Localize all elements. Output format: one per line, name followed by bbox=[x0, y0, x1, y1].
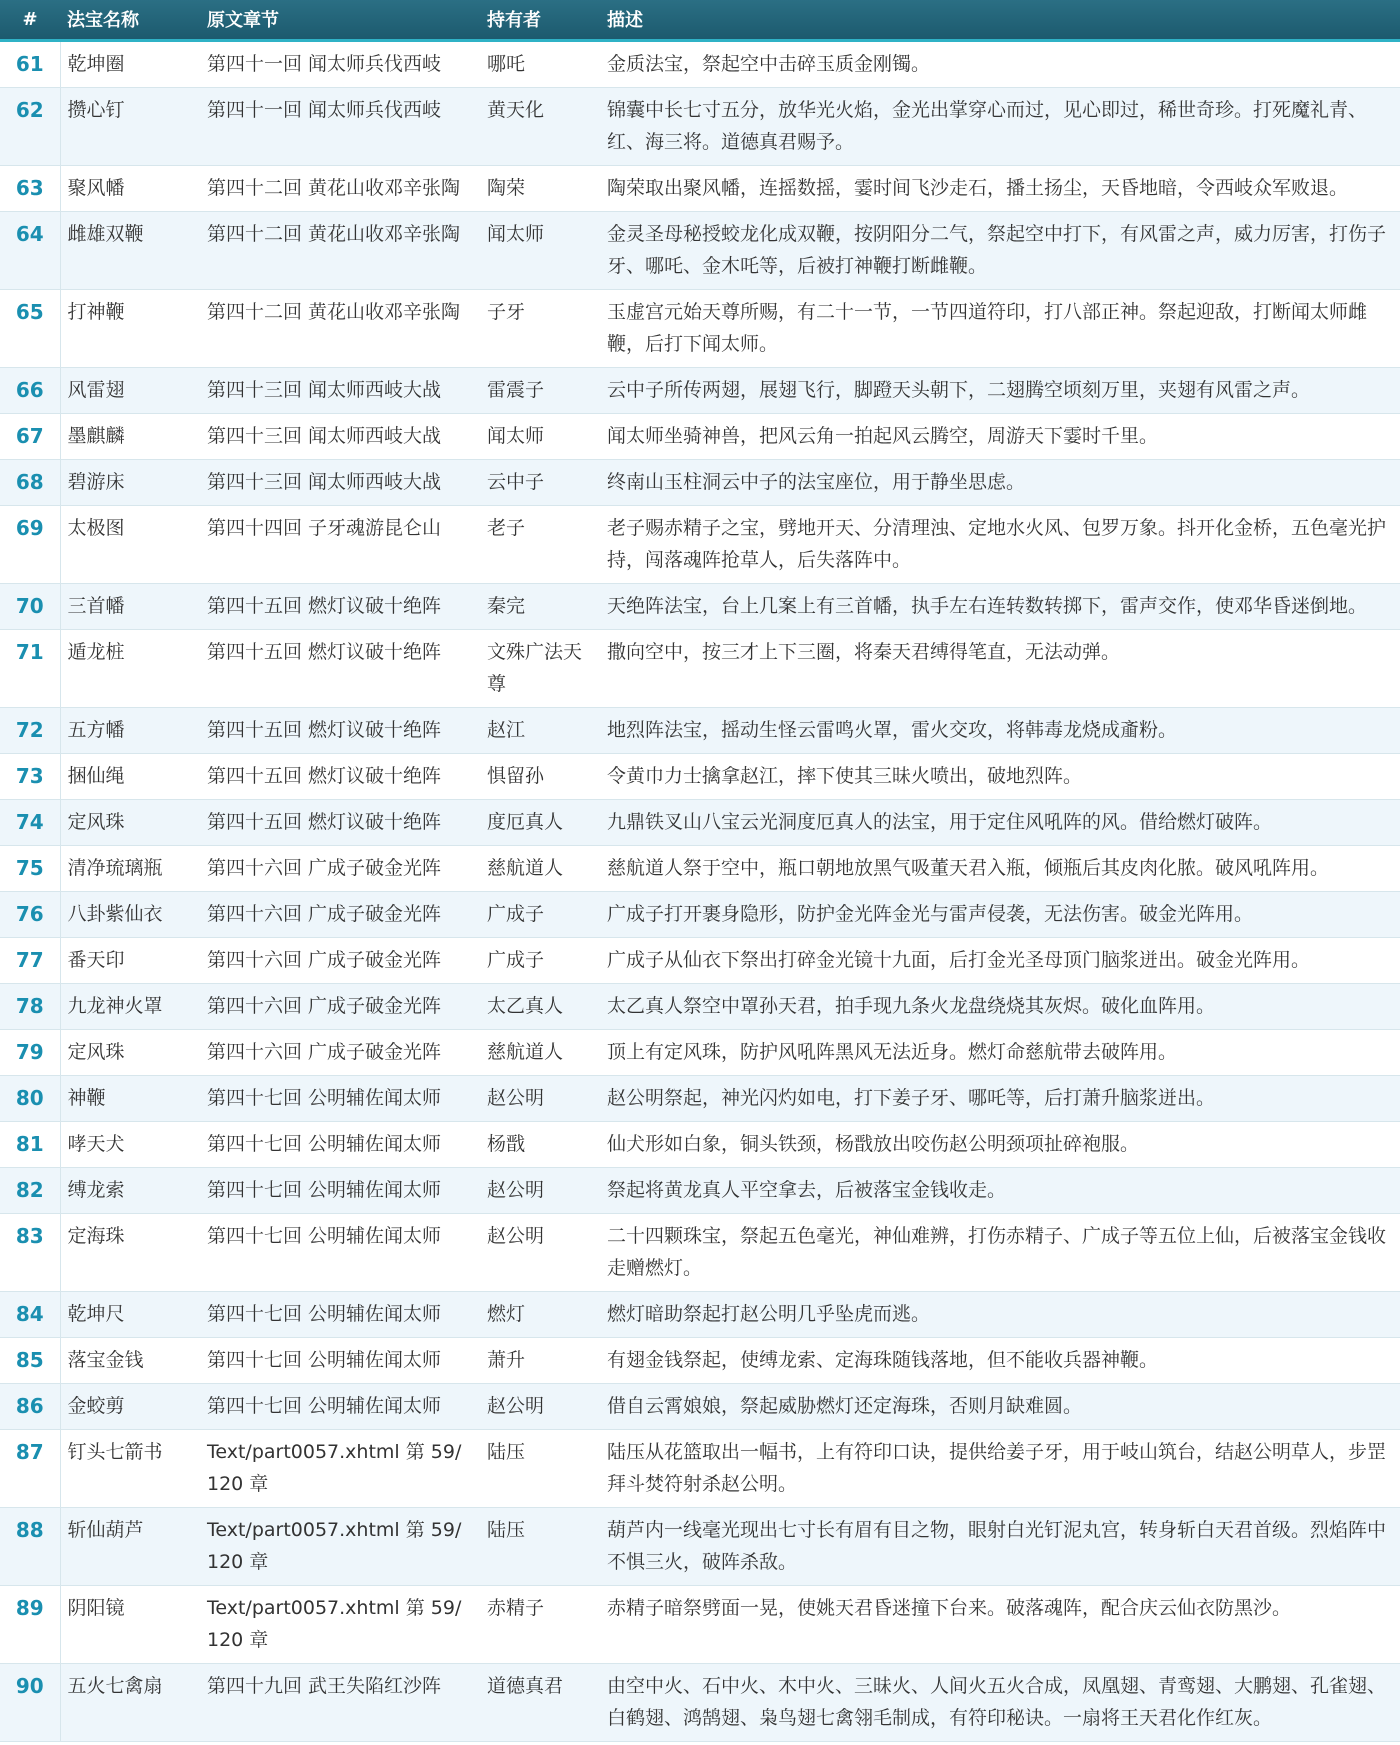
description-cell: 太乙真人祭空中罩孙天君，拍手现九条火龙盘绕烧其灰烬。破化血阵用。 bbox=[600, 983, 1400, 1029]
description-cell: 九鼎铁叉山八宝云光洞度厄真人的法宝，用于定住风吼阵的风。借给燃灯破阵。 bbox=[600, 799, 1400, 845]
table-row bbox=[0, 413, 1400, 459]
description-cell: 慈航道人祭于空中，瓶口朝地放黑气吸董天君入瓶，倾瓶后其皮肉化脓。破风吼阵用。 bbox=[600, 845, 1400, 891]
row-number: 83 bbox=[0, 1213, 60, 1291]
description-cell: 由空中火、石中火、木中火、三昧火、人间火五火合成，凤凰翅、青鸾翅、大鹏翅、孔雀翅、白鹤翅、鸿鹄翅、枭鸟翅七禽翎毛制成，有符印秘诀。一扇将王天君化作红灰。 bbox=[600, 1663, 1400, 1741]
owner-cell: 杨戬 bbox=[480, 1121, 600, 1167]
owner-cell: 赵公明 bbox=[480, 1167, 600, 1213]
description-cell: 陶荣取出聚风幡，连摇数摇，霎时间飞沙走石，播土扬尘，天昏地暗，令西岐众军败退。 bbox=[600, 165, 1400, 211]
treasure-name: 番天印 bbox=[60, 937, 200, 983]
owner-cell: 陶荣 bbox=[480, 165, 600, 211]
table-header bbox=[0, 0, 1400, 40]
owner-cell: 陆压 bbox=[480, 1507, 600, 1585]
header-owner[interactable]: 持有者 bbox=[480, 0, 600, 40]
row-number: 62 bbox=[0, 87, 60, 165]
chapter-cell: 第四十三回 闻太师西岐大战 bbox=[200, 459, 480, 505]
treasure-name: 乾坤圈 bbox=[60, 40, 200, 87]
treasure-name: 捆仙绳 bbox=[60, 753, 200, 799]
row-number: 69 bbox=[0, 505, 60, 583]
row-number: 65 bbox=[0, 289, 60, 367]
row-number: 74 bbox=[0, 799, 60, 845]
chapter-cell: 第四十一回 闻太师兵伐西岐 bbox=[200, 40, 480, 87]
row-number: 85 bbox=[0, 1337, 60, 1383]
row-number: 66 bbox=[0, 367, 60, 413]
table-row bbox=[0, 367, 1400, 413]
owner-cell: 赵江 bbox=[480, 707, 600, 753]
chapter-cell: 第四十六回 广成子破金光阵 bbox=[200, 845, 480, 891]
row-number: 77 bbox=[0, 937, 60, 983]
table-row bbox=[0, 1383, 1400, 1429]
description-cell: 金质法宝，祭起空中击碎玉质金刚镯。 bbox=[600, 40, 1400, 87]
owner-cell: 萧升 bbox=[480, 1337, 600, 1383]
owner-cell: 赤精子 bbox=[480, 1585, 600, 1663]
chapter-cell: 第四十七回 公明辅佐闻太师 bbox=[200, 1337, 480, 1383]
owner-cell: 子牙 bbox=[480, 289, 600, 367]
owner-cell: 哪吒 bbox=[480, 40, 600, 87]
header-name[interactable]: 法宝名称 bbox=[60, 0, 200, 40]
owner-cell: 广成子 bbox=[480, 937, 600, 983]
table-row bbox=[0, 891, 1400, 937]
row-number: 61 bbox=[0, 40, 60, 87]
chapter-cell: 第四十六回 广成子破金光阵 bbox=[200, 983, 480, 1029]
treasure-name: 清净琉璃瓶 bbox=[60, 845, 200, 891]
owner-cell: 老子 bbox=[480, 505, 600, 583]
treasure-name: 定海珠 bbox=[60, 1213, 200, 1291]
chapter-cell: 第四十一回 闻太师兵伐西岐 bbox=[200, 87, 480, 165]
table-row bbox=[0, 1213, 1400, 1291]
table-row bbox=[0, 707, 1400, 753]
description-cell: 天绝阵法宝，台上几案上有三首幡，执手左右连转数转掷下，雷声交作，使邓华昏迷倒地。 bbox=[600, 583, 1400, 629]
description-cell: 祭起将黄龙真人平空拿去，后被落宝金钱收走。 bbox=[600, 1167, 1400, 1213]
description-cell: 广成子打开裹身隐形，防护金光阵金光与雷声侵袭，无法伤害。破金光阵用。 bbox=[600, 891, 1400, 937]
owner-cell: 燃灯 bbox=[480, 1291, 600, 1337]
table-row bbox=[0, 1075, 1400, 1121]
treasure-name: 九龙神火罩 bbox=[60, 983, 200, 1029]
treasure-name: 太极图 bbox=[60, 505, 200, 583]
chapter-cell: 第四十四回 子牙魂游昆仑山 bbox=[200, 505, 480, 583]
treasure-name: 乾坤尺 bbox=[60, 1291, 200, 1337]
owner-cell: 慈航道人 bbox=[480, 845, 600, 891]
row-number: 79 bbox=[0, 1029, 60, 1075]
treasure-name: 聚风幡 bbox=[60, 165, 200, 211]
chapter-cell: 第四十七回 公明辅佐闻太师 bbox=[200, 1167, 480, 1213]
description-cell: 地烈阵法宝，摇动生怪云雷鸣火罩，雷火交攻，将韩毒龙烧成齑粉。 bbox=[600, 707, 1400, 753]
row-number: 75 bbox=[0, 845, 60, 891]
row-number: 67 bbox=[0, 413, 60, 459]
description-cell: 有翅金钱祭起，使缚龙索、定海珠随钱落地，但不能收兵器神鞭。 bbox=[600, 1337, 1400, 1383]
table-row bbox=[0, 289, 1400, 367]
table-row bbox=[0, 983, 1400, 1029]
treasure-name: 哮天犬 bbox=[60, 1121, 200, 1167]
chapter-cell: 第四十七回 公明辅佐闻太师 bbox=[200, 1383, 480, 1429]
row-number: 89 bbox=[0, 1585, 60, 1663]
table-row bbox=[0, 459, 1400, 505]
chapter-cell: 第四十六回 广成子破金光阵 bbox=[200, 937, 480, 983]
chapter-cell: Text/part0057.xhtml 第 59/120 章 bbox=[200, 1429, 480, 1507]
chapter-cell: 第四十五回 燃灯议破十绝阵 bbox=[200, 753, 480, 799]
table-row bbox=[0, 937, 1400, 983]
table-row bbox=[0, 211, 1400, 289]
header-chapter[interactable]: 原文章节 bbox=[200, 0, 480, 40]
chapter-cell: 第四十五回 燃灯议破十绝阵 bbox=[200, 707, 480, 753]
owner-cell: 慈航道人 bbox=[480, 1029, 600, 1075]
owner-cell: 秦完 bbox=[480, 583, 600, 629]
treasure-name: 打神鞭 bbox=[60, 289, 200, 367]
row-number: 84 bbox=[0, 1291, 60, 1337]
description-cell: 闻太师坐骑神兽，把风云角一拍起风云腾空，周游天下霎时千里。 bbox=[600, 413, 1400, 459]
header-num[interactable]: # bbox=[0, 0, 60, 40]
treasure-name: 五方幡 bbox=[60, 707, 200, 753]
chapter-cell: 第四十三回 闻太师西岐大战 bbox=[200, 413, 480, 459]
treasure-name: 斩仙葫芦 bbox=[60, 1507, 200, 1585]
table-row bbox=[0, 629, 1400, 707]
owner-cell: 陆压 bbox=[480, 1429, 600, 1507]
treasure-name: 墨麒麟 bbox=[60, 413, 200, 459]
chapter-cell: Text/part0057.xhtml 第 59/120 章 bbox=[200, 1585, 480, 1663]
description-cell: 令黄巾力士擒拿赵江，摔下使其三昧火喷出，破地烈阵。 bbox=[600, 753, 1400, 799]
chapter-cell: 第四十六回 广成子破金光阵 bbox=[200, 891, 480, 937]
chapter-cell: 第四十三回 闻太师西岐大战 bbox=[200, 367, 480, 413]
owner-cell: 广成子 bbox=[480, 891, 600, 937]
row-number: 86 bbox=[0, 1383, 60, 1429]
row-number: 70 bbox=[0, 583, 60, 629]
row-number: 72 bbox=[0, 707, 60, 753]
chapter-cell: 第四十五回 燃灯议破十绝阵 bbox=[200, 629, 480, 707]
row-number: 73 bbox=[0, 753, 60, 799]
owner-cell: 度厄真人 bbox=[480, 799, 600, 845]
description-cell: 金灵圣母秘授蛟龙化成双鞭，按阴阳分二气，祭起空中打下，有风雷之声，威力厉害，打伤子牙、哪吒、金木吒等，后被打神鞭打断雌鞭。 bbox=[600, 211, 1400, 289]
row-number: 78 bbox=[0, 983, 60, 1029]
header-description[interactable]: 描述 bbox=[600, 0, 1400, 40]
chapter-cell: Text/part0057.xhtml 第 59/120 章 bbox=[200, 1507, 480, 1585]
description-cell: 赵公明祭起，神光闪灼如电，打下姜子牙、哪吒等，后打萧升脑浆迸出。 bbox=[600, 1075, 1400, 1121]
table-row bbox=[0, 1663, 1400, 1741]
description-cell: 撒向空中，按三才上下三圈，将秦天君缚得笔直，无法动弹。 bbox=[600, 629, 1400, 707]
treasure-name: 神鞭 bbox=[60, 1075, 200, 1121]
description-cell: 广成子从仙衣下祭出打碎金光镜十九面，后打金光圣母顶门脑浆迸出。破金光阵用。 bbox=[600, 937, 1400, 983]
table-row bbox=[0, 845, 1400, 891]
table-row bbox=[0, 799, 1400, 845]
row-number: 81 bbox=[0, 1121, 60, 1167]
chapter-cell: 第四十九回 武王失陷红沙阵 bbox=[200, 1663, 480, 1741]
owner-cell: 雷震子 bbox=[480, 367, 600, 413]
chapter-cell: 第四十五回 燃灯议破十绝阵 bbox=[200, 799, 480, 845]
treasure-name: 定风珠 bbox=[60, 799, 200, 845]
table-row bbox=[0, 1429, 1400, 1507]
chapter-cell: 第四十六回 广成子破金光阵 bbox=[200, 1029, 480, 1075]
owner-cell: 文殊广法天尊 bbox=[480, 629, 600, 707]
owner-cell: 闻太师 bbox=[480, 211, 600, 289]
owner-cell: 太乙真人 bbox=[480, 983, 600, 1029]
treasure-name: 三首幡 bbox=[60, 583, 200, 629]
row-number: 82 bbox=[0, 1167, 60, 1213]
table-row bbox=[0, 753, 1400, 799]
owner-cell: 赵公明 bbox=[480, 1213, 600, 1291]
row-number: 80 bbox=[0, 1075, 60, 1121]
description-cell: 老子赐赤精子之宝，劈地开天、分清理浊、定地水火风、包罗万象。抖开化金桥，五色毫光护持，闯落魂阵抢草人，后失落阵中。 bbox=[600, 505, 1400, 583]
table-row bbox=[0, 1585, 1400, 1663]
treasure-name: 雌雄双鞭 bbox=[60, 211, 200, 289]
table-row bbox=[0, 1167, 1400, 1213]
treasure-name: 碧游床 bbox=[60, 459, 200, 505]
chapter-cell: 第四十七回 公明辅佐闻太师 bbox=[200, 1213, 480, 1291]
description-cell: 陆压从花篮取出一幅书，上有符印口诀，提供给姜子牙，用于岐山筑台，结赵公明草人，步罡拜斗焚符射杀赵公明。 bbox=[600, 1429, 1400, 1507]
table-row bbox=[0, 1337, 1400, 1383]
row-number: 63 bbox=[0, 165, 60, 211]
chapter-cell: 第四十二回 黄花山收邓辛张陶 bbox=[200, 211, 480, 289]
description-cell: 终南山玉柱洞云中子的法宝座位，用于静坐思虑。 bbox=[600, 459, 1400, 505]
treasure-name: 金蛟剪 bbox=[60, 1383, 200, 1429]
table-row bbox=[0, 40, 1400, 87]
chapter-cell: 第四十七回 公明辅佐闻太师 bbox=[200, 1075, 480, 1121]
table-row bbox=[0, 505, 1400, 583]
owner-cell: 惧留孙 bbox=[480, 753, 600, 799]
chapter-cell: 第四十二回 黄花山收邓辛张陶 bbox=[200, 165, 480, 211]
chapter-cell: 第四十七回 公明辅佐闻太师 bbox=[200, 1291, 480, 1337]
treasure-name: 钉头七箭书 bbox=[60, 1429, 200, 1507]
chapter-cell: 第四十七回 公明辅佐闻太师 bbox=[200, 1121, 480, 1167]
owner-cell: 云中子 bbox=[480, 459, 600, 505]
table-row bbox=[0, 165, 1400, 211]
description-cell: 云中子所传两翅，展翅飞行，脚蹬天头朝下，二翅腾空顷刻万里，夹翅有风雷之声。 bbox=[600, 367, 1400, 413]
description-cell: 借自云霄娘娘，祭起威胁燃灯还定海珠，否则月缺难圆。 bbox=[600, 1383, 1400, 1429]
treasure-name: 八卦紫仙衣 bbox=[60, 891, 200, 937]
description-cell: 赤精子暗祭劈面一晃，使姚天君昏迷撞下台来。破落魂阵，配合庆云仙衣防黑沙。 bbox=[600, 1585, 1400, 1663]
treasure-name: 定风珠 bbox=[60, 1029, 200, 1075]
table-body bbox=[0, 40, 1400, 1741]
treasure-name: 缚龙索 bbox=[60, 1167, 200, 1213]
row-number: 88 bbox=[0, 1507, 60, 1585]
description-cell: 燃灯暗助祭起打赵公明几乎坠虎而逃。 bbox=[600, 1291, 1400, 1337]
description-cell: 顶上有定风珠，防护风吼阵黑风无法近身。燃灯命慈航带去破阵用。 bbox=[600, 1029, 1400, 1075]
description-cell: 仙犬形如白象，铜头铁颈，杨戬放出咬伤赵公明颈项扯碎袍服。 bbox=[600, 1121, 1400, 1167]
treasure-name: 阴阳镜 bbox=[60, 1585, 200, 1663]
table-row bbox=[0, 1121, 1400, 1167]
owner-cell: 道德真君 bbox=[480, 1663, 600, 1741]
owner-cell: 赵公明 bbox=[480, 1075, 600, 1121]
owner-cell: 黄天化 bbox=[480, 87, 600, 165]
chapter-cell: 第四十五回 燃灯议破十绝阵 bbox=[200, 583, 480, 629]
table-row bbox=[0, 1291, 1400, 1337]
chapter-cell: 第四十二回 黄花山收邓辛张陶 bbox=[200, 289, 480, 367]
row-number: 87 bbox=[0, 1429, 60, 1507]
description-cell: 玉虚宫元始天尊所赐，有二十一节，一节四道符印，打八部正神。祭起迎敌，打断闻太师雌鞭，后打下闻太师。 bbox=[600, 289, 1400, 367]
row-number: 68 bbox=[0, 459, 60, 505]
owner-cell: 赵公明 bbox=[480, 1383, 600, 1429]
treasure-name: 遁龙桩 bbox=[60, 629, 200, 707]
row-number: 76 bbox=[0, 891, 60, 937]
table-row bbox=[0, 1029, 1400, 1075]
table-row bbox=[0, 1507, 1400, 1585]
description-cell: 锦囊中长七寸五分，放华光火焰，金光出掌穿心而过，见心即过，稀世奇珍。打死魔礼青、红、海三将。道德真君赐予。 bbox=[600, 87, 1400, 165]
row-number: 64 bbox=[0, 211, 60, 289]
description-cell: 二十四颗珠宝，祭起五色毫光，神仙难辨，打伤赤精子、广成子等五位上仙，后被落宝金钱收走赠燃灯。 bbox=[600, 1213, 1400, 1291]
row-number: 71 bbox=[0, 629, 60, 707]
table-row bbox=[0, 87, 1400, 165]
treasure-name: 落宝金钱 bbox=[60, 1337, 200, 1383]
treasure-name: 五火七禽扇 bbox=[60, 1663, 200, 1741]
treasure-name: 风雷翅 bbox=[60, 367, 200, 413]
row-number: 90 bbox=[0, 1663, 60, 1741]
description-cell: 葫芦内一线毫光现出七寸长有眉有目之物，眼射白光钉泥丸宫，转身斩白天君首级。烈焰阵中不惧三火，破阵杀敌。 bbox=[600, 1507, 1400, 1585]
owner-cell: 闻太师 bbox=[480, 413, 600, 459]
table-row bbox=[0, 583, 1400, 629]
treasure-name: 攒心钉 bbox=[60, 87, 200, 165]
